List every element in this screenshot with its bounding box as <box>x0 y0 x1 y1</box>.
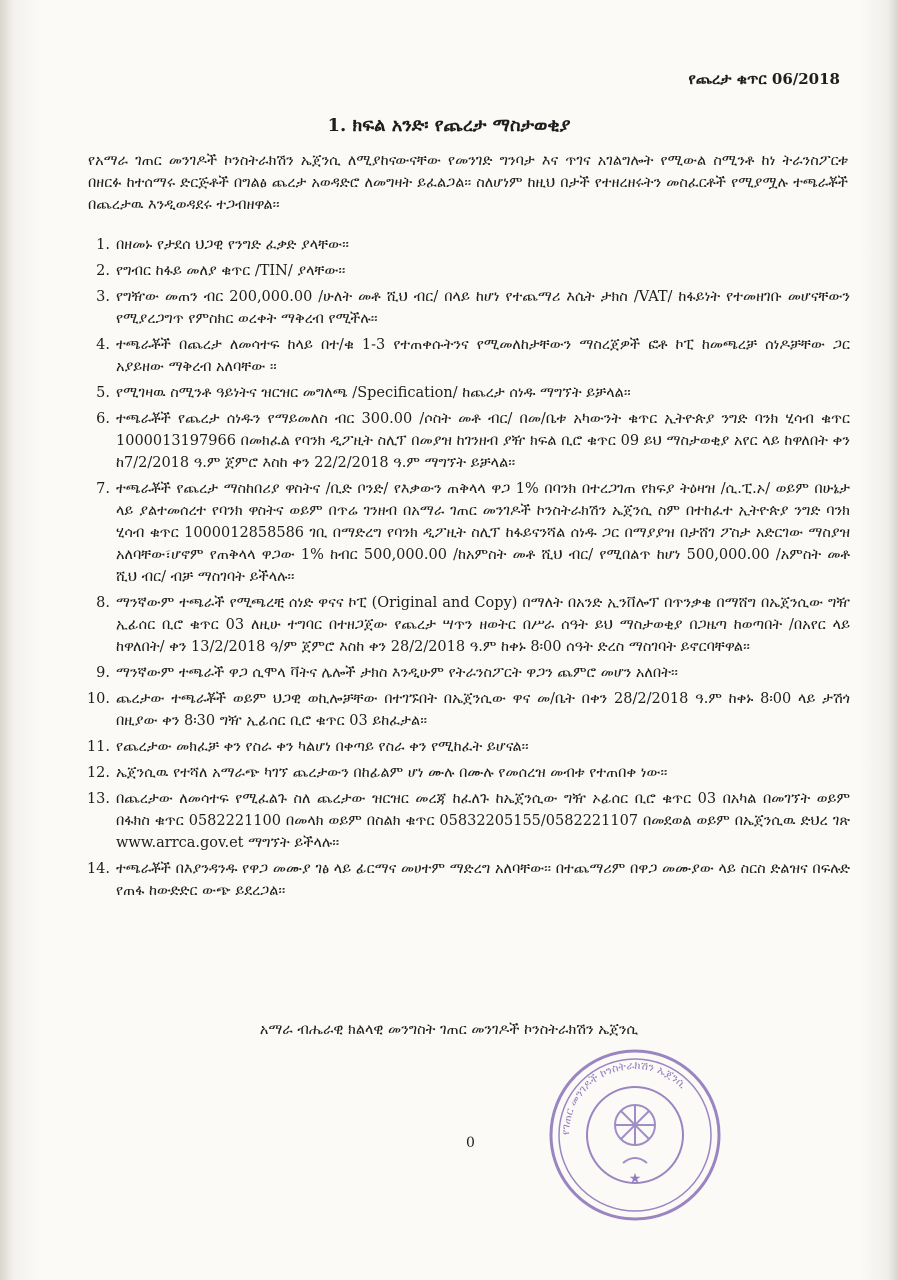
list-item <box>80 762 850 784</box>
list-item <box>80 286 850 330</box>
item-text: የሚገዛዉ ስሚንቶ ዓይነትና ዝርዝር መግለጫ /Specification/ ከጨረታ ሰነዱ ማግኘት ይቻላል፡፡ <box>116 385 631 401</box>
list-item <box>80 592 850 658</box>
item-number: 7. <box>96 481 110 497</box>
item-text: በጨረታው ለመሳተፍ የሚፈልጉ ስለ ጨረታው ዝርዝር መረጃ ከፈለጉ ከኤጀንሲው ግዥ ኦፊሰር ቢሮ ቁጥር 03 በአካል በመገኘት ወይም በፋክስ ቁጥር 0582221100 በመላክ ወይም በስልክ ቁጥር 05832205155/0582221107 በመደወል ወይም በኤጀንሲዉ ድህረ ገጽ www.arrca.gov.et ማግኘት ይችላሉ፡፡ <box>116 791 850 851</box>
requirements-list <box>80 234 850 906</box>
item-number: 5. <box>96 385 110 401</box>
item-text: ኤጀንሲዉ የተሻለ አማራጭ ካገኘ ጨረታውን በከፊልም ሆነ ሙሉ በሙሉ የመሰረዝ መብቱ የተጠበቀ ነው፡፡ <box>116 765 668 781</box>
list-item <box>80 260 850 282</box>
item-number: 2. <box>96 263 110 279</box>
svg-text:★: ★ <box>628 1171 642 1187</box>
item-text: የግብር ከፋይ መለያ ቁጥር /TIN/ ያላቸው፡፡ <box>116 263 346 279</box>
section-title: 1. ክፍል አንድ፡ የጨረታ ማስታወቂያ <box>327 115 571 136</box>
item-number: 8. <box>96 595 110 611</box>
list-item <box>80 334 850 378</box>
svg-text:የገጠር መንገዶች ኮንስትራክሽን ኤጀንሲ <box>559 1059 689 1135</box>
item-number: 9. <box>96 665 110 681</box>
list-item <box>80 858 850 902</box>
item-text: የግዥው መጠን ብር 200,000.00 /ሁለት መቶ ሺህ ብር/ በላይ ከሆነ የተጨማሪ እሴት ታክስ /VAT/ ከፋይነት የተመዘገቡ መሆናቸውን የሚያረጋግጥ የምስክር ወረቀት ማቅረብ የሚችሉ፡፡ <box>116 289 850 327</box>
tender-number: የጨረታ ቁጥር 06/2018 <box>688 70 840 88</box>
item-number: 13. <box>86 791 110 807</box>
item-number: 3. <box>96 289 110 305</box>
item-number: 6. <box>96 411 110 427</box>
item-text: በዘመኑ የታደሰ ህጋዊ የንግድ ፈቃድ ያላቸው፡፡ <box>116 237 349 253</box>
item-number: 12. <box>86 765 110 781</box>
item-text: ማንኛውም ተጫራች የሚጫረቺ ሰነድ ዋናና ኮፒ (Original and Copy) በማለት በአንድ ኢንቨሎፕ በጥንቃቄ በማሸግ በኤጀንሲው ግዥ ኢፊሰር ቢሮ ቁጥር 03 ለዚሁ ተግባር በተዘጋጀው የጨረታ ሣጥን ዘወትር በሥራ ሰዓት ይህ ማስታወቂያ በጋዜጣ ከወጣበት /በአየር ላይ ከዋለበት/ ቀን 13/2/2018 ዓ/ም ጀምሮ እስከ ቀን 28/2/2018 ዓ.ም ከቀኑ 8፡00 ሰዓት ድረስ ማስገባት ይኖርባቸዋል፡፡ <box>116 595 850 655</box>
item-number: 11. <box>86 739 110 755</box>
item-text: ተጫራቾች በጨረታ ለመሳተፍ ከላይ በተ/ቁ 1-3 የተጠቀሱትንና የሚመለከታቸውን ማስረጀዎች ፎቶ ኮፒ ከመጫረቻ ሰነዶቻቸው ጋር አያይዘው ማቅረብ አለባቸው ፡፡ <box>116 337 850 375</box>
list-item <box>80 408 850 474</box>
item-text: ተጫራቾች በእያንዳንዱ የዋጋ መሙያ ገፅ ላይ ፊርማና መሀተም ማድረግ አለባቸው፡፡ በተጨማሪም በዋጋ መሙያው ላይ ስርስ ድልዝና በፍሉድ የጠፋ ከውድድር ውጭ ይደረጋል፡፡ <box>116 861 850 899</box>
item-text: የጨረታው መክፈቻ ቀን የስራ ቀን ካልሆነ በቀጣይ የስራ ቀን የሚከፈት ይሆናል፡፡ <box>116 739 529 755</box>
list-item <box>80 688 850 732</box>
item-number: 1. <box>96 237 110 253</box>
stamp-text: የገጠር መንገዶች ኮንስትራክሽን ኤጀንሲ <box>558 1058 689 1136</box>
intro-paragraph: የአማራ ገጠር መንገዶች ኮንስትራክሽን ኤጀንሲ ለሚያከናውናቸው የመንገድ ግንባታ እና ጥገና አገልግሎት የሚውል ስሚንቶ ከነ ትራንስፖርቱ በዘርፉ ከተሰማሩ ድርጅቶች በግልፅ ጨረታ አወዳድሮ ለመግዛት ይፈልጋል፡፡ ስለሆነም ከዚህ በታች የተዘረዘሩትን መስፈርቶች የሚያሟሉ ተጫራቾች በጨረታዉ እንዲወዳደሩ ተጋብዘዋል፡፡ <box>88 153 848 213</box>
list-item <box>80 478 850 588</box>
official-stamp-icon <box>545 1045 725 1225</box>
organization-name: አማራ ብሔራዊ ክልላዊ መንግስት ገጠር መንገዶች ኮንስትራክሽን ኤጀንሲ <box>259 1022 639 1038</box>
item-number: 4. <box>96 337 110 353</box>
list-item <box>80 788 850 854</box>
item-text: ማንኛውም ተጫራች ዋጋ ሲሞላ ቫትና ሌሎች ታክስ እንዲሁም የትራንስፖርት ዋጋን ጨምሮ መሆን አለበት፡፡ <box>116 665 678 681</box>
list-item <box>80 662 850 684</box>
item-number: 14. <box>86 861 110 877</box>
item-text: ጨረታው ተጫራቾች ወይም ህጋዊ ወኪሎቻቸው በተገኙበት በኤጀንሲው ዋና መ/ቤት በቀን 28/2/2018 ዓ.ም ከቀኑ 8፡00 ላይ ታሽጎ በዚያው ቀን 8፡30 ግዥ ኢፊሰር ቢሮ ቁጥር 03 ይከፈታል፡፡ <box>116 691 850 729</box>
page-number: 0 <box>466 1135 475 1151</box>
item-number: 10. <box>86 691 110 707</box>
list-item <box>80 736 850 758</box>
item-text: ተጫራቾች የጨረታ ማስከበሪያ ዋስትና /ቢድ ቦንድ/ የእቃውን ጠቅላላ ዋጋ 1% በባንክ በተረጋገጠ የክፍያ ትዕዛዝ /ሲ.ፒ.ኦ/ ወይም በሁኔታ ላይ ያልተመሰረተ የባንክ ዋስትና ወይም በጥሬ ገንዘብ በአማራ ገጠር መንገዶች ኮንስትራክሽን ኤጀንሲ ስም በተከፈተ ኢትዮጵያ ንግድ ባንክ ሂሳብ ቁጥር 1000012858586 ገቢ በማድረግ የባንክ ዲፖዚት ስሊፕ ከፋይናንሻል ሰነዱ ጋር በማያያዝ በታሸገ ፖስታ አድርገው ማስያዝ አለባቸው፣ሆኖም የጠቅላላ ዋጋው 1% ከብር 500,000.00 /ከአምስት መቶ ሺህ ብር/ የሚበልጥ ከሆነ 500,000.00 /አምስት መቶ ሺህ ብር/ ብቻ ማስገባት ይችላሉ፡፡ <box>116 481 850 585</box>
item-text: ተጫራቾች የጨረታ ሰነዱን የማይመለስ ብር 300.00 /ሶስት መቶ ብር/ በመ/ቤቱ አካውንት ቁጥር ኢትዮጵያ ንግድ ባንክ ሂሳብ ቁጥር 1000013197966 በመክፈል የባንክ ዲፖዚት ስሊፕ በመያዝ ከገንዘብ ያዥ ክፍል ቢሮ ቁጥር 09 ይህ ማስታወቂያ አየር ላይ ከዋለበት ቀን ከ7/2/2018 ዓ.ም ጀምሮ እስከ ቀን 22/2/2018 ዓ.ም ማግኘት ይቻላል፡፡ <box>116 411 850 471</box>
list-item <box>80 234 850 256</box>
list-item <box>80 382 850 404</box>
